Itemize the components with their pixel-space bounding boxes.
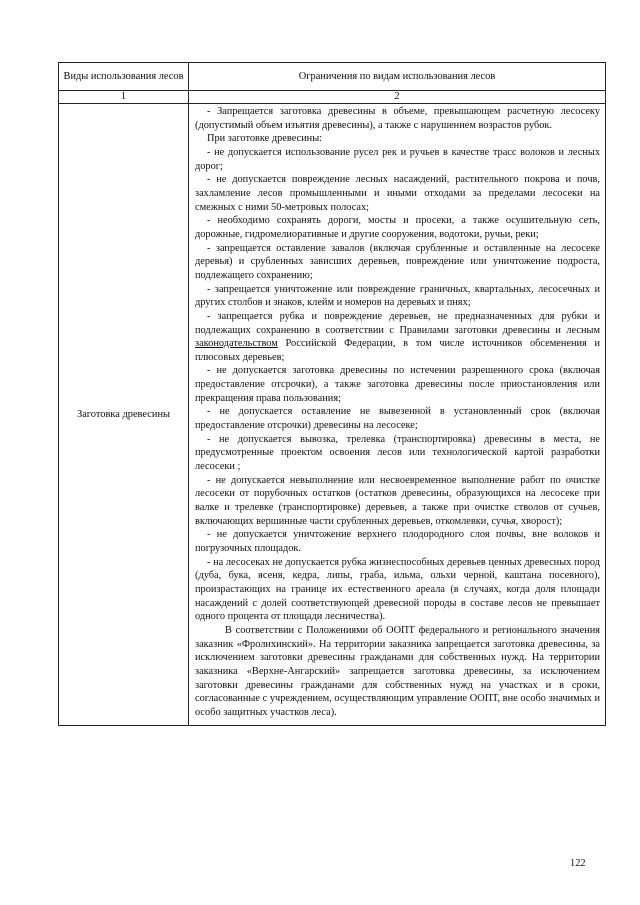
column-number-1: 1 <box>59 91 189 104</box>
restriction-paragraph: При заготовке древесины: <box>207 133 323 145</box>
restriction-paragraph: - необходимо сохранять дороги, мосты и просеки, а также осушительную сеть, дорожные, гидромелиоративные и другие сооружения, водотоки, ручьи, реки; <box>195 215 600 240</box>
restrictions-cell <box>189 104 606 726</box>
restriction-paragraph: - Запрещается заготовка древесины в объеме, превышающем расчетную лесосеку (допустимый объем изъятия древесины), а также с нарушением возрастов рубок. <box>195 106 600 131</box>
table-row <box>59 104 606 726</box>
restriction-paragraph: - запрещается оставление завалов (включая срубленные и оставленные на лесосеке деревья) и срубленных зависших деревьев, повреждение или уничтожение подроста, подлежащего сохранению; <box>195 242 600 281</box>
rubka-text-before: - запрещается рубка и повреждение деревьев, не предназначенных для рубки и подлежащих сохранению в соответствии с Правилами заготовки древесины и лесным <box>195 310 600 336</box>
restriction-paragraph: - не допускается невыполнение или несвоевременное выполнение работ по очистке лесосеки от порубочных остатков (остатков древесины, образующихся на лесосеке при валке и трелевке (транспортировке) деревьев, а также при очистке стволов от сучьев, включающих вершинные части срубленных деревьев, откомлевки, сучья, хворост); <box>195 474 600 527</box>
header-col2: Ограничения по видам использования лесов <box>189 63 606 91</box>
header-col1: Виды использования лесов <box>59 63 189 91</box>
legislation-link[interactable]: законодательством <box>195 338 278 350</box>
restrictions-table <box>58 62 606 726</box>
rubka-text-after: Российской Федерации, в том числе источников обсеменения и плюсовых деревьев; <box>195 338 600 363</box>
table-header-row <box>59 63 606 91</box>
restriction-paragraph: - не допускается вывозка, трелевка (транспортировка) древесины в места, не предусмотренные проектом освоения лесов или технологической картой разработки лесосеки ; <box>195 433 600 473</box>
usage-type-label: Заготовка древесины <box>59 104 189 726</box>
restriction-paragraph: - не допускается оставление не вывезенной в установленный срок (включая предоставление отсрочки) древесины на лесосеке; <box>195 406 600 432</box>
oopt-paragraph: В соответствии с Положениями об ООПТ федерального и регионального значения заказник «Фролихинский». На территории заказника запрещается заготовка древесины, за исключением заготовки древесины гражданами для собственных нужд. На территории заказника «Верхне-Ангарский» запрещается заготовка древесины, за исключением заготовки древесины гражданами для собственных нужд на участках и в сроки, согласованные с учреждением, осуществляющим управление ООПТ, вне особо значимых и особо защитных участков леса). <box>195 624 600 718</box>
restriction-paragraph: - не допускается повреждение лесных насаждений, растительного покрова и почв, захламление лесов промышленными и иными отходами за пределами лесосеки на смежных с ними 50-метровых полосах; <box>195 174 600 213</box>
column-number-row <box>59 91 606 104</box>
column-number-2: 2 <box>189 91 606 104</box>
restriction-paragraph: - не допускается уничтожение верхнего плодородного слоя почвы, вне волоков и погрузочных площадок. <box>195 529 600 554</box>
restriction-paragraph: - запрещается уничтожение или повреждение граничных, квартальных, лесосечных и других столбов и знаков, клейм и номеров на деревьях и пнях; <box>195 283 600 309</box>
page-number: 122 <box>570 858 586 869</box>
restriction-paragraph: - не допускается использование русел рек и ручьев в качестве трасс волоков и лесных дорог; <box>195 146 600 172</box>
restriction-paragraph: - на лесосеках не допускается рубка жизнеспособных деревьев ценных древесных пород (дуба, бука, ясеня, кедра, липы, граба, ильма, ольхи черной, каштана посевного), произрастающих на границе их естественного ареала (в случаях, когда доля площади насаждений с долей соответствующей древесной породы в составе лесов не превышает одного процента от площади лесничества). <box>195 556 600 623</box>
restriction-paragraph: - не допускается заготовка древесины по истечении разрешенного срока (включая предоставление отсрочки), а также заготовка древесины после приостановления или прекращения права пользования; <box>195 365 600 404</box>
restriction-paragraph-rubka <box>195 310 600 365</box>
